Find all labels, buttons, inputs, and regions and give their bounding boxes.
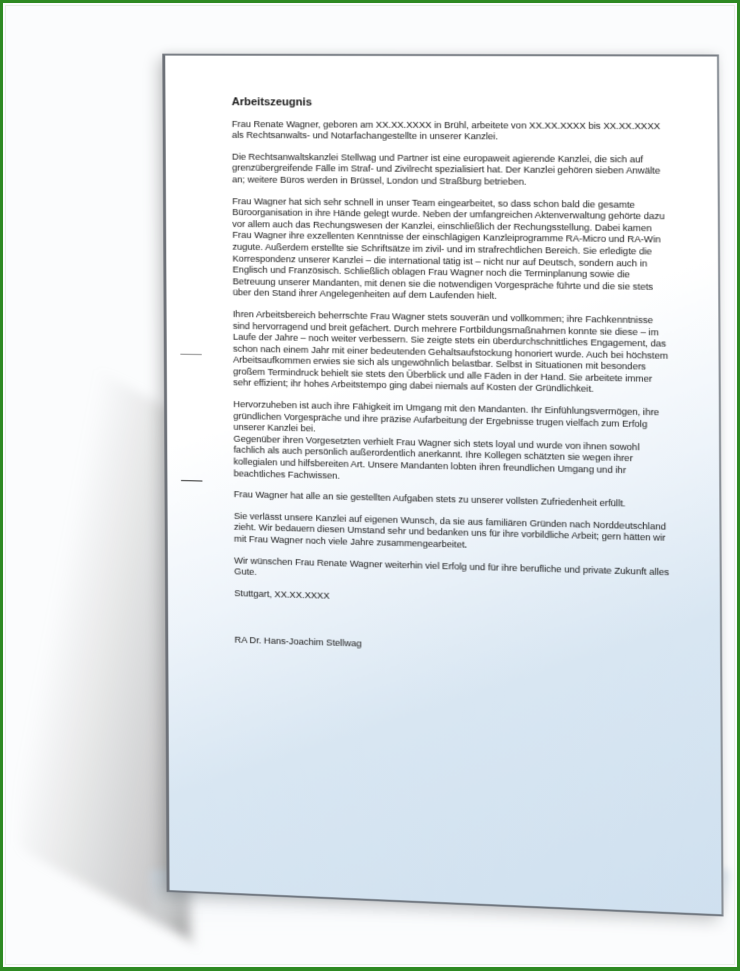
paragraph-performance: Ihren Arbeitsbereich beherrschte Frau Wagner stets souverän und vollkommen; ihre Fachkenntnisse sind hervorragend und breit gefächert. Durch mehrere Fortbildungsmaßnahmen konnte sie diese – im Laufe der Jahre – noch weiter verbessern. Sie zeigte stets ein überdurchschnittliches Engagement, das schon nach einem Jahr mit einer bedeutenden Gehaltsaufstockung honoriert wurde. Auch bei höchstem Arbeitsaufkommen erwies sie sich als ungewöhnlich belastbar. Selbst in Situationen mit besonders großem Termindruck behielt sie stets den Überblick und alle Fäden in der Hand. Sie arbeitete immer sehr effizient; ihr hohes Arbeitstempo ging dabei niemals auf Kosten der Gründlichkeit. bbox=[232, 308, 669, 396]
place-date: Stuttgart, XX.XX.XXXX bbox=[234, 587, 330, 602]
document-title: Arbeitszeugnis bbox=[231, 96, 312, 109]
paragraph-client-skills: Hervorzuheben ist auch ihre Fähigkeit im Umgang mit den Mandanten. Ihr Einfühlungsvermögen, ihre gründlichen Vorgespräche und ihre präzise Aufarbeitung der Ergebnisse trugen vielfach zum Erfolg unserer Kanzlei bei. bbox=[233, 399, 660, 435]
document-body bbox=[232, 97, 674, 670]
paragraph-intro: Frau Renate Wagner, geboren am XX.XX.XXXX in Brühl, arbeitete von XX.XX.XXXX bis XX.XX.XXXX als Rechtsanwalts- und Notarfachangestellte in unserer Kanzlei. bbox=[231, 118, 661, 143]
paragraph-conduct: Gegenüber ihren Vorgesetzten verhielt Frau Wagner sich stets loyal und wurde von ihnen sowohl fachlich als auch persönlich außerordentlich anerkannt. Ihre Kollegen schätzten sie wegen ihrer kollegialen und hilfsbereiten Art. Unsere Mandanten lobten ihren freundlichen Umgang und ihr beachtliches Fachwissen. bbox=[233, 433, 640, 482]
fold-mark-top bbox=[180, 354, 201, 355]
paragraph-company: Die Rechtsanwaltskanzlei Stellwag und Partner ist eine europaweit agierende Kanzlei, die sich auf grenzübergreifende Fälle im Straf- und Zivilrecht spezialisiert hat. Der Kanzlei gehören sieben Anwälte an; weitere Büros werden in Brüssel, London und Straßburg betrieben. bbox=[231, 151, 661, 188]
fold-mark-middle bbox=[181, 480, 202, 481]
paragraph-rating: Frau Wagner hat alle an sie gestellten Aufgaben stets zu unserer vollsten Zufriedenheit erfüllt. bbox=[233, 489, 626, 510]
paragraph-duties: Frau Wagner hat sich sehr schnell in unser Team eingearbeitet, so dass schon bald die gesamte Büroorganisation in ihre Hände gelegt wurde. Neben der umfangreichen Aktenverwaltung gehörte dazu vor allem auch das Rechungswesen der Kanzlei, einschließlich der Rechungsstellung. Dabei kamen Frau Wagner ihre exzellenten Kenntnisse der einschlägigen Kanzleiprogramme RA-Micro und RA-Win zugute. Außerdem erstellte sie Schriftsätze im zivil- und im strafrechtlichen Bereich. Sie erledigte die Korrespondenz unserer Kanzlei – die international tätig ist – nicht nur auf Deutsch, sondern auch in Englisch und Französisch. Schließlich oblagen Frau Wagner noch die Terminplanung sowie die Betreuung unserer Mandanten, mit denen sie die notwendigen Vorgespräche führte und die sie stets über den Stand ihrer Angelegenheiten auf dem Laufenden hielt. bbox=[232, 195, 665, 303]
signature-name: RA Dr. Hans-Joachim Stellwag bbox=[234, 635, 362, 650]
paragraph-wishes: Wir wünschen Frau Renate Wagner weiterhin viel Erfolg und für ihre berufliche und private Zukunft alles Gute. bbox=[234, 555, 670, 579]
document-page bbox=[162, 54, 723, 917]
paragraph-leaving: Sie verlässt unsere Kanzlei auf eigenen Wunsch, da sie aus familiären Gründen nach Norddeutschland zieht. Wir bedauern diesen Umstand sehr und bedanken uns für ihre vorbildliche Arbeit; gern hätten wir mit Frau Wagner noch viele Jahre zusammengearbeitet. bbox=[233, 510, 667, 551]
